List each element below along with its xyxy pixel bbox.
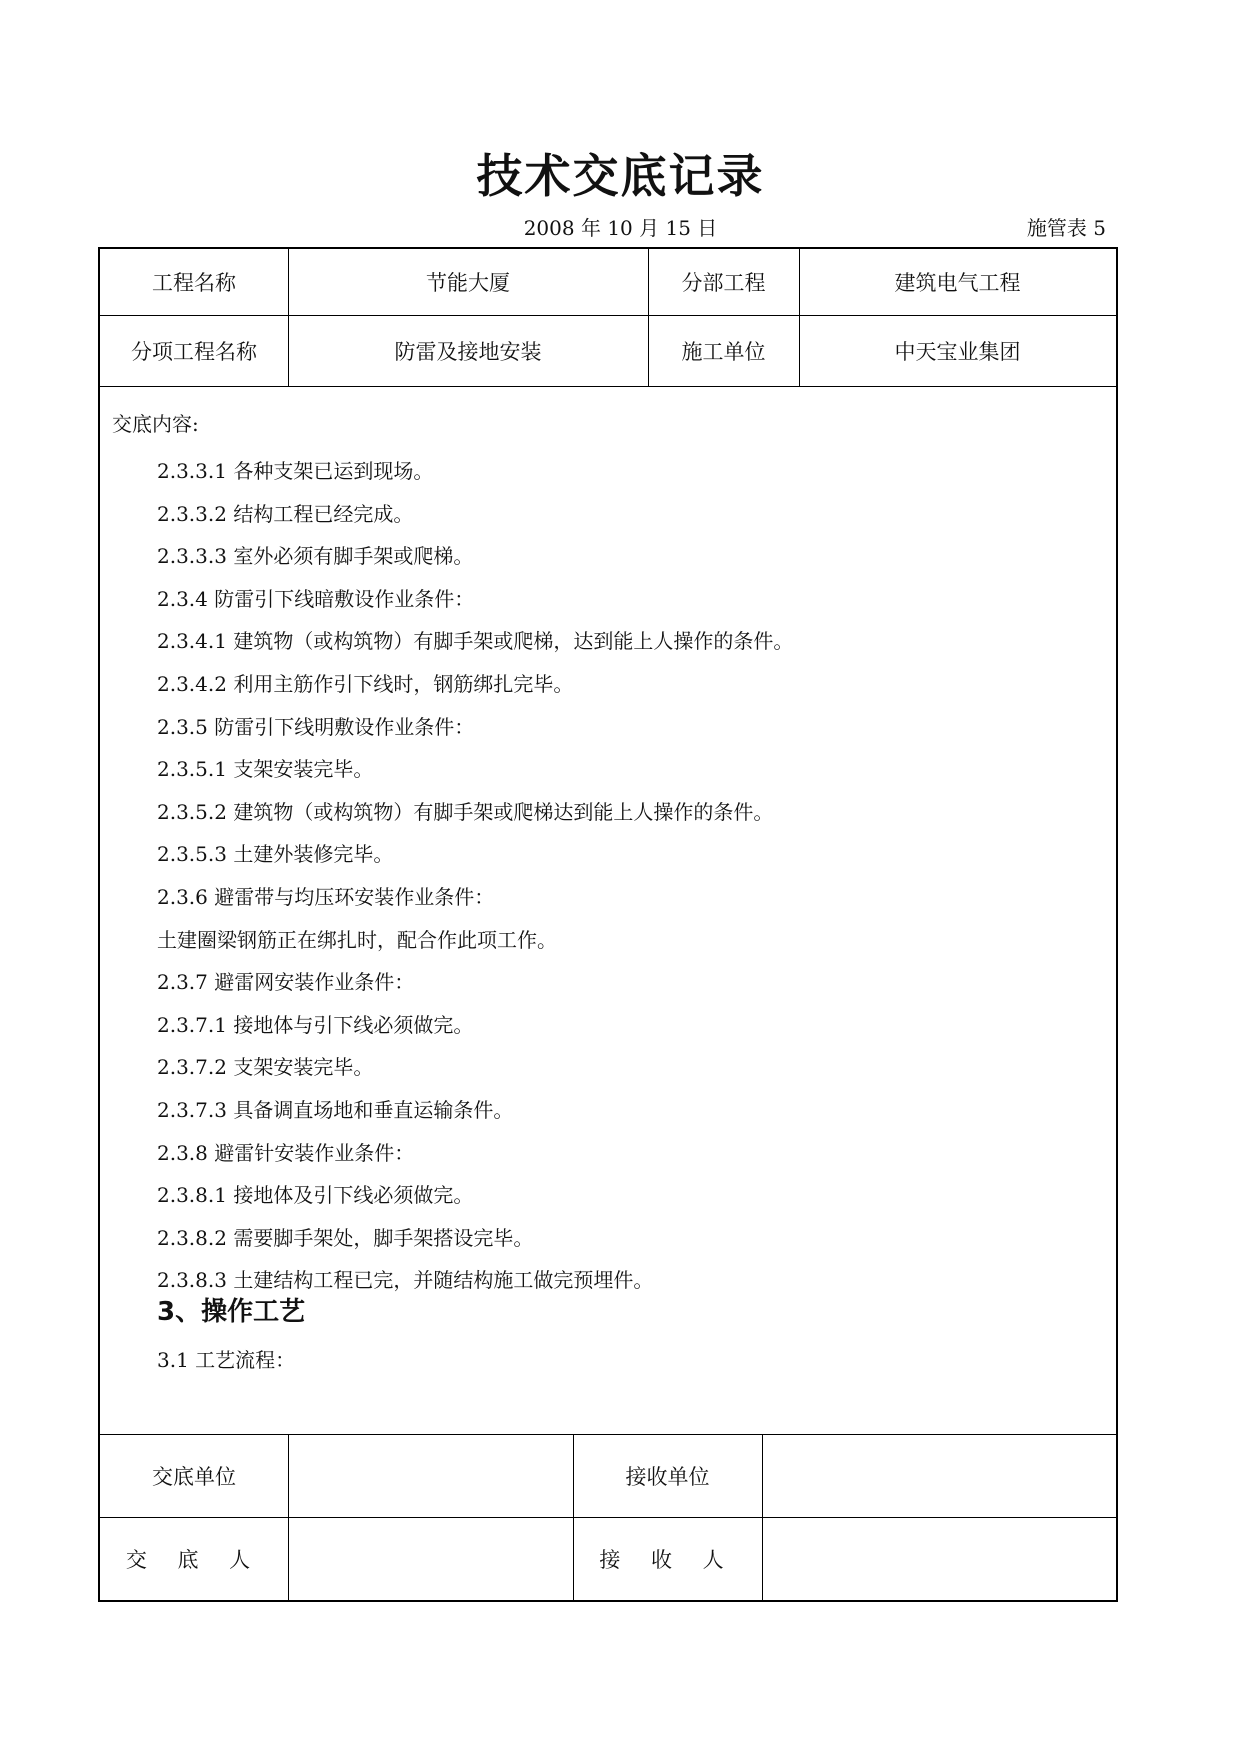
row-divider: [100, 386, 1116, 387]
process-flow-line: 3.1 工艺流程：: [157, 1348, 296, 1372]
content-line: 2.3.5.3 土建外装修完毕。: [157, 842, 394, 867]
content-line: 2.3.7.2 支架安装完毕。: [157, 1055, 374, 1080]
content-line: 土建圈梁钢筋正在绑扎时，配合作此项工作。: [157, 927, 557, 952]
content-line: 2.3.8.1 接地体及引下线必须做完。: [157, 1183, 474, 1208]
content-line: 2.3.8.2 需要脚手架处，脚手架搭设完毕。: [157, 1225, 534, 1250]
document-title: 技术交底记录: [476, 149, 765, 203]
content-line: 2.3.3.1 各种支架已运到现场。: [157, 459, 434, 483]
division-value: 建筑电气工程: [894, 271, 1021, 295]
content-line: 2.3.8 避雷针安装作业条件：: [157, 1140, 415, 1165]
document-date: 2008 年 10 月 15 日: [523, 216, 718, 240]
content-lines: [157, 450, 793, 1302]
content-line: 2.3.3.2 结构工程已经完成。: [157, 501, 414, 526]
content-line: 2.3.4.1 建筑物（或构筑物）有脚手架或爬梯，达到能上人操作的条件。: [157, 629, 794, 654]
contractor-value: 中天宝业集团: [894, 339, 1021, 364]
content-line: 2.3.8.3 土建结构工程已完，并随结构施工做完预埋件。: [157, 1268, 654, 1293]
issuer-person-label-text: 交 底 人: [125, 1547, 263, 1572]
receiver-person-label: [573, 1517, 762, 1600]
content-line: 2.3.5.2 建筑物（或构筑物）有脚手架或爬梯达到能上人操作的条件。: [157, 799, 774, 824]
contractor-label: 施工单位: [681, 339, 766, 364]
content-line: 2.3.4 防雷引下线暗敷设作业条件：: [157, 586, 475, 611]
subitem-label: 分项工程名称: [131, 339, 257, 364]
issuer-person-label: [100, 1517, 288, 1600]
content-line: 2.3.7.3 具备调直场地和垂直运输条件。: [157, 1097, 514, 1122]
receiver-person-label-text: 接 收 人: [599, 1547, 736, 1572]
division-label: 分部工程: [681, 271, 766, 295]
project-name-value: 节能大厦: [426, 271, 510, 295]
issuer-unit-field[interactable]: [288, 1434, 573, 1517]
subitem-value: 防雷及接地安装: [394, 339, 542, 364]
content-line: 2.3.7.1 接地体与引下线必须做完。: [157, 1012, 474, 1037]
project-name-label: 工程名称: [152, 271, 236, 295]
record-table: [98, 247, 1118, 1602]
briefing-content: [100, 394, 1116, 1434]
receiver-unit-field[interactable]: [762, 1434, 1116, 1517]
content-line: 2.3.6 避雷带与均压环安装作业条件：: [157, 884, 495, 909]
form-number: 施管表 5: [1026, 216, 1106, 240]
content-line: 2.3.3.3 室外必须有脚手架或爬梯。: [157, 544, 474, 569]
receiver-person-field[interactable]: [762, 1517, 1116, 1600]
content-label: 交底内容:: [112, 412, 199, 436]
issuer-person-field[interactable]: [288, 1517, 573, 1600]
content-line: 2.3.7 避雷网安装作业条件：: [157, 970, 415, 995]
content-line: 2.3.5.1 支架安装完毕。: [157, 757, 374, 782]
issuer-unit-label: 交底单位: [152, 1464, 236, 1489]
content-line: 2.3.5 防雷引下线明敷设作业条件：: [157, 714, 475, 739]
content-line: 2.3.4.2 利用主筋作引下线时，钢筋绑扎完毕。: [157, 671, 574, 696]
section-heading: 3、操作工艺: [157, 1297, 306, 1327]
receiver-unit-label: 接收单位: [625, 1464, 710, 1489]
